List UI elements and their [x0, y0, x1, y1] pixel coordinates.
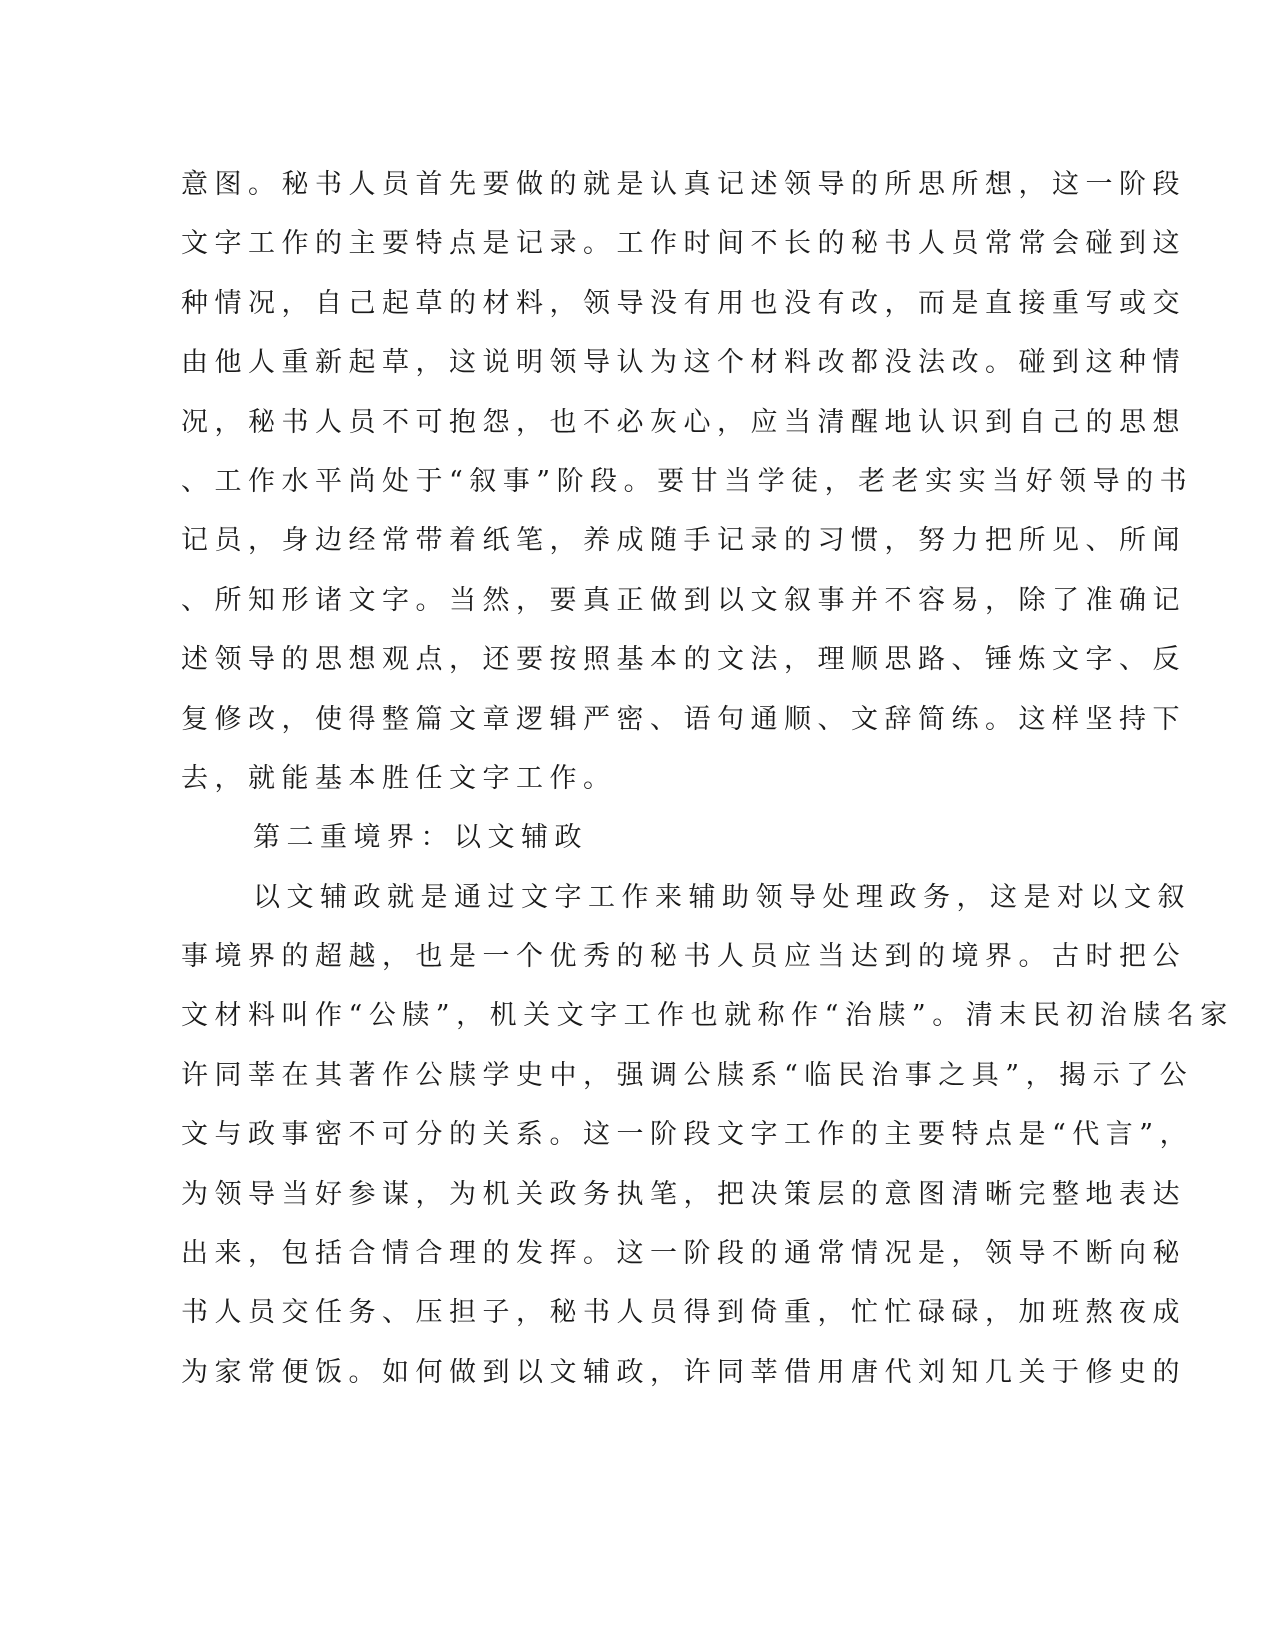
paragraph-line: 种情况，自己起草的材料，领导没有用也没有改，而是直接重写或交: [181, 287, 1186, 319]
paragraph-line: 复修改，使得整篇文章逻辑严密、语句通顺、文辞简练。这样坚持下: [181, 703, 1186, 735]
paragraph-line: 文与政事密不可分的关系。这一阶段文字工作的主要特点是“代言”，: [181, 1119, 1194, 1151]
paragraph-line: 书人员交任务、压担子，秘书人员得到倚重，忙忙碌碌，加班熬夜成: [181, 1297, 1186, 1329]
paragraph-line: 、所知形诸文字。当然，要真正做到以文叙事并不容易，除了准确记: [181, 584, 1186, 616]
paragraph-line: 况，秘书人员不可抱怨，也不必灰心，应当清醒地认识到自己的思想: [181, 406, 1186, 438]
paragraph-line: 述领导的思想观点，还要按照基本的文法，理顺思路、锤炼文字、反: [181, 644, 1186, 676]
section-heading: 第二重境界：以文辅政: [253, 822, 588, 854]
paragraph-line: 为家常便饭。如何做到以文辅政，许同莘借用唐代刘知几关于修史的: [181, 1356, 1186, 1388]
paragraph-line: 以文辅政就是通过文字工作来辅助领导处理政务，这是对以文叙: [253, 881, 1191, 913]
paragraph-line: 为领导当好参谋，为机关政务执笔，把决策层的意图清晰完整地表达: [181, 1178, 1186, 1210]
paragraph-line: 事境界的超越，也是一个优秀的秘书人员应当达到的境界。古时把公: [181, 941, 1186, 973]
paragraph-line: 、工作水平尚处于“叙事”阶段。要甘当学徒，老老实实当好领导的书: [181, 465, 1194, 497]
paragraph-line: 记员，身边经常带着纸笔，养成随手记录的习惯，努力把所见、所闻: [181, 525, 1186, 557]
paragraph-line: 文材料叫作“公牍”，机关文字工作也就称作“治牍”。清末民初治牍名家: [181, 1000, 1234, 1032]
document-body: [181, 155, 1234, 1402]
paragraph-line: 意图。秘书人员首先要做的就是认真记述领导的所思所想，这一阶段: [181, 169, 1186, 200]
paragraph-line: 去，就能基本胜任文字工作。: [181, 762, 617, 794]
paragraph-line: 许同莘在其著作公牍学史中，强调公牍系“临民治事之具”，揭示了公: [181, 1059, 1194, 1091]
paragraph-line: 由他人重新起草，这说明领导认为这个材料改都没法改。碰到这种情: [181, 347, 1186, 379]
paragraph-line: 文字工作的主要特点是记录。工作时间不长的秘书人员常常会碰到这: [181, 228, 1186, 260]
paragraph-line: 出来，包括合情合理的发挥。这一阶段的通常情况是，领导不断向秘: [181, 1238, 1186, 1270]
